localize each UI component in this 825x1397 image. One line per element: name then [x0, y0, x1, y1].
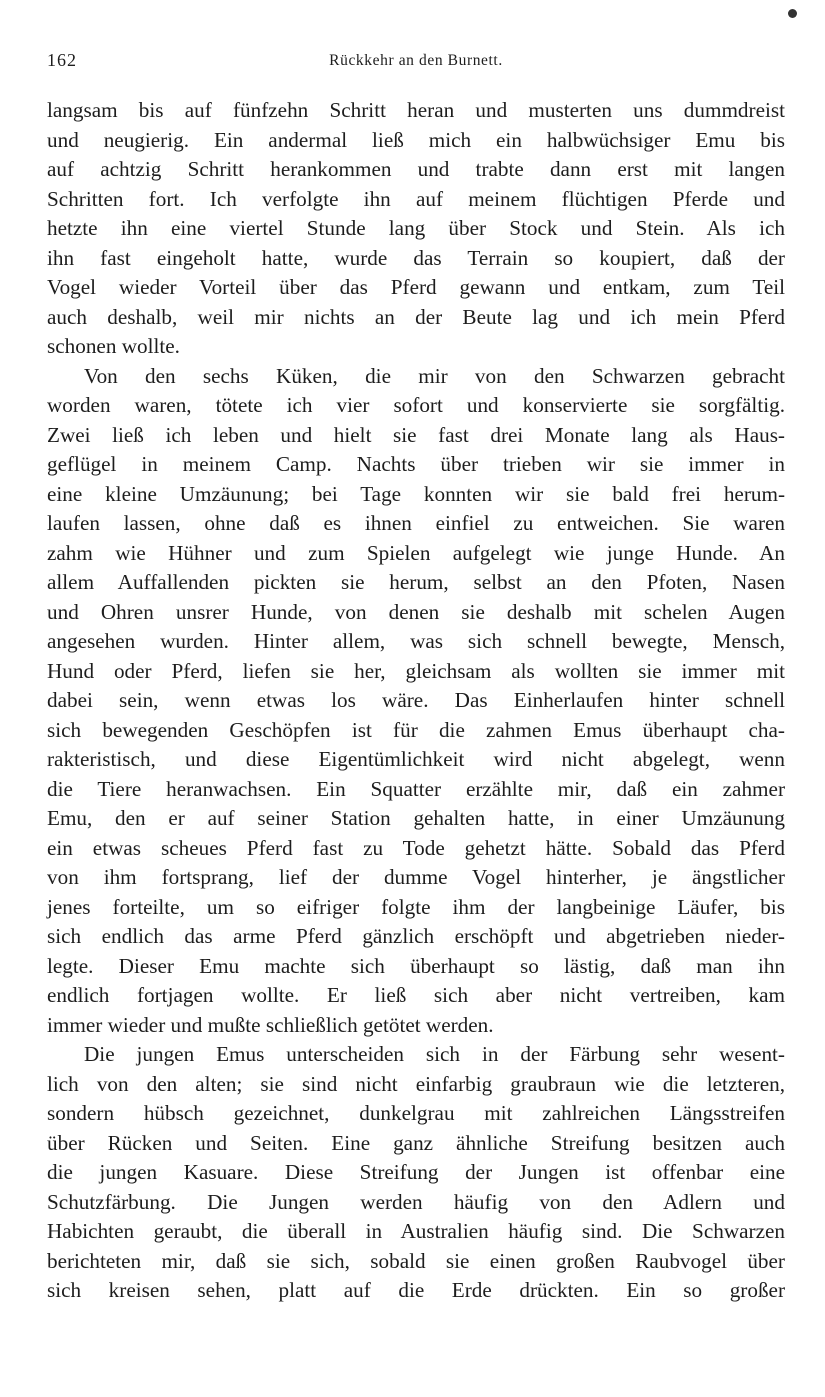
- paragraph: [47, 362, 785, 1041]
- text-line: worden waren, tötete ich vier sofort und konservierte sie sorgfältig.: [47, 393, 785, 417]
- text-line: Die jungen Emus unterscheiden sich in der Färbung sehr wesent-: [84, 1042, 785, 1066]
- text-line: berichteten mir, daß sie sich, sobald sie einen großen Raubvogel über: [47, 1248, 785, 1273]
- paragraph: [47, 1040, 785, 1306]
- text-line: von ihm fortsprang, lief der dumme Vogel hinterher, je ängstlicher: [47, 865, 785, 889]
- text-line: Hund oder Pferd, liefen sie her, gleichsam als wollten sie immer mit: [47, 658, 785, 683]
- text-line: schonen wollte.: [47, 334, 180, 358]
- running-title: Rückkehr an den Burnett.: [329, 52, 503, 69]
- page-number: 162: [47, 50, 77, 70]
- text-line: jenes forteilte, um so eifriger folgte ihm der langbeinige Läufer, bis: [47, 894, 785, 919]
- text-line: Vogel wieder Vorteil über das Pferd gewann und entkam, zum Teil: [47, 275, 785, 299]
- text-line: langsam bis auf fünfzehn Schritt heran und musterten uns dummdreist: [47, 98, 785, 122]
- text-line: angesehen wurden. Hinter allem, was sich schnell bewegte, Mensch,: [47, 629, 785, 653]
- text-line: allem Auffallenden pickten sie herum, selbst an den Pfoten, Nasen: [47, 570, 785, 594]
- page-header: [47, 44, 785, 74]
- text-line: legte. Dieser Emu machte sich überhaupt so lästig, daß man ihn: [47, 953, 785, 978]
- text-line: Von den sechs Küken, die mir von den Schwarzen gebracht: [84, 363, 785, 388]
- text-line: sich kreisen sehen, platt auf die Erde drückten. Ein so großer: [47, 1278, 785, 1302]
- paragraph: [47, 96, 785, 362]
- text-line: auf achtzig Schritt herankommen und trabte dann erst mit langen: [47, 157, 785, 181]
- text-line: dabei sein, wenn etwas los wäre. Das Einherlaufen hinter schnell: [47, 688, 785, 712]
- text-line: die jungen Kasuare. Diese Streifung der Jungen ist offenbar eine: [47, 1160, 785, 1184]
- body-text: [47, 96, 785, 1306]
- text-line: sich bewegenden Geschöpfen ist für die zahmen Emus überhaupt cha-: [47, 717, 785, 742]
- text-line: und neugierig. Ein andermal ließ mich ein halbwüchsiger Emu bis: [47, 127, 785, 152]
- text-line: eine kleine Umzäunung; bei Tage konnten wir sie bald frei herum-: [47, 481, 785, 506]
- text-line: die Tiere heranwachsen. Ein Squatter erzählte mir, daß ein zahmer: [47, 776, 785, 801]
- text-line: ein etwas scheues Pferd fast zu Tode gehetzt hätte. Sobald das Pferd: [47, 835, 785, 860]
- text-line: rakteristisch, und diese Eigentümlichkeit wird nicht abgelegt, wenn: [47, 747, 785, 771]
- text-line: ihn fast eingeholt hatte, wurde das Terrain so koupiert, daß der: [47, 245, 785, 270]
- text-line: Schritten fort. Ich verfolgte ihn auf meinem flüchtigen Pferde und: [47, 186, 785, 211]
- text-line: hetzte ihn eine viertel Stunde lang über Stock und Stein. Als ich: [47, 216, 785, 240]
- text-line: Schutzfärbung. Die Jungen werden häufig von den Adlern und: [47, 1189, 785, 1214]
- text-line: Habichten geraubt, die überall in Australien häufig sind. Die Schwarzen: [47, 1219, 785, 1243]
- text-line: Zwei ließ ich leben und hielt sie fast drei Monate lang als Haus-: [47, 422, 785, 447]
- text-line: und Ohren unsrer Hunde, von denen sie deshalb mit schelen Augen: [47, 599, 785, 624]
- text-line: laufen lassen, ohne daß es ihnen einfiel zu entweichen. Sie waren: [47, 511, 785, 535]
- ink-spot-mark: [788, 9, 797, 18]
- text-line: Emu, den er auf seiner Station gehalten hatte, in einer Umzäunung: [47, 806, 785, 830]
- text-line: lich von den alten; sie sind nicht einfarbig graubraun wie die letzteren,: [47, 1071, 785, 1096]
- text-line: sondern hübsch gezeichnet, dunkelgrau mit zahlreichen Längsstreifen: [47, 1101, 785, 1125]
- text-line: über Rücken und Seiten. Eine ganz ähnliche Streifung besitzen auch: [47, 1130, 785, 1155]
- text-line: sich endlich das arme Pferd gänzlich erschöpft und abgetrieben nieder-: [47, 924, 785, 948]
- text-line: geflügel in meinem Camp. Nachts über trieben wir sie immer in: [47, 452, 785, 476]
- text-line: auch deshalb, weil mir nichts an der Beute lag und ich mein Pferd: [47, 304, 785, 329]
- text-line: immer wieder und mußte schließlich getötet werden.: [47, 1012, 494, 1037]
- text-line: zahm wie Hühner und zum Spielen aufgelegt wie junge Hunde. An: [47, 540, 785, 565]
- text-line: endlich fortjagen wollte. Er ließ sich aber nicht vertreiben, kam: [47, 983, 785, 1007]
